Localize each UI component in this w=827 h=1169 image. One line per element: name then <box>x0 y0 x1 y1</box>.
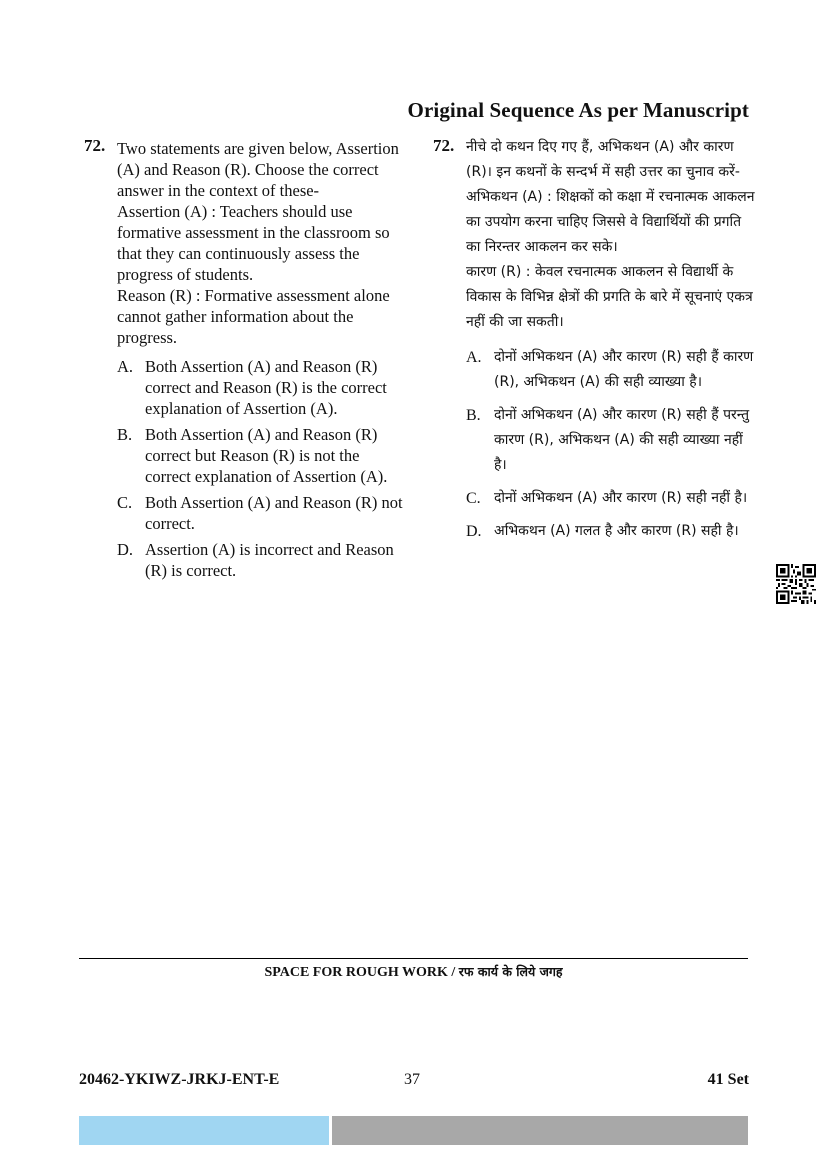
rough-work-divider <box>79 958 748 959</box>
footer-bar-right <box>332 1116 748 1145</box>
option-letter: C. <box>117 493 133 512</box>
question-hindi <box>466 135 758 552</box>
question-number-en: 72. <box>84 136 106 155</box>
option-text: दोनों अभिकथन (A) और कारण (R) सही हैं कारण (R), अभिकथन (A) की सही व्याख्या है। <box>494 349 754 390</box>
assertion-hi: अभिकथन (A) : शिक्षकों को कक्षा में रचनात्मक आकलन का उपयोग करना चाहिए जिससे वे विद्यार्थियों की प्रगति का निरन्तर आकलन कर सके। <box>466 189 755 255</box>
page-heading: Original Sequence As per Manuscript <box>407 98 749 122</box>
option-d-hi[interactable] <box>466 519 758 544</box>
option-text: Assertion (A) is incorrect and Reason (R) is correct. <box>145 540 394 580</box>
rough-work-label-en: SPACE FOR ROUGH WORK / <box>264 965 459 980</box>
rough-work-label-hi: रफ कार्य के लिये जगह <box>458 964 563 979</box>
option-letter: A. <box>117 357 134 376</box>
option-letter: D. <box>466 523 482 540</box>
footer-bar-left <box>79 1116 329 1145</box>
question-number-hi: 72. <box>433 136 455 155</box>
question-intro-en: Two statements are given below, Assertion (A) and Reason (R). Choose the correct answer in the context of these- <box>117 139 399 200</box>
option-c-hi[interactable] <box>466 486 758 511</box>
option-letter: A. <box>466 349 482 366</box>
option-letter: B. <box>117 425 133 444</box>
option-text: Both Assertion (A) and Reason (R) correct but Reason (R) is not the correct explanation of Assertion (A). <box>145 425 388 486</box>
option-letter: C. <box>466 490 481 507</box>
options-list-hi <box>466 345 758 544</box>
option-text: अभिकथन (A) गलत है और कारण (R) सही है। <box>494 523 739 539</box>
option-a-en[interactable] <box>117 356 407 419</box>
question-english <box>117 138 407 586</box>
option-b-en[interactable] <box>117 424 407 487</box>
option-text: Both Assertion (A) and Reason (R) correct and Reason (R) is the correct explanation of Assertion (A). <box>145 357 387 418</box>
option-letter: B. <box>466 407 481 424</box>
option-b-hi[interactable] <box>466 403 758 478</box>
option-a-hi[interactable] <box>466 345 758 395</box>
rough-work-label <box>79 963 748 981</box>
set-label: 41 Set <box>707 1071 749 1088</box>
reason-hi: कारण (R) : केवल रचनात्मक आकलन से विद्यार्थी के विकास के विभिन्न क्षेत्रों की प्रगति के बारे में सूचनाएं एकत्र नहीं की जा सकती। <box>466 264 753 330</box>
booklet-code: 20462-YKIWZ-JRKJ-ENT-E <box>79 1071 280 1088</box>
option-text: दोनों अभिकथन (A) और कारण (R) सही नहीं है। <box>494 490 748 506</box>
option-text: दोनों अभिकथन (A) और कारण (R) सही हैं परन्तु कारण (R), अभिकथन (A) की सही व्याख्या नहीं है। <box>494 407 750 473</box>
assertion-en: Assertion (A) : Teachers should use formative assessment in the classroom so that they can continuously assess the progress of students. <box>117 202 390 284</box>
option-letter: D. <box>117 540 134 559</box>
reason-en: Reason (R) : Formative assessment alone cannot gather information about the progress. <box>117 286 390 347</box>
qr-code-icon <box>776 564 816 604</box>
page-number: 37 <box>404 1071 420 1088</box>
option-d-en[interactable] <box>117 539 407 581</box>
question-intro-hi: नीचे दो कथन दिए गए हैं, अभिकथन (A) और कारण (R)। इन कथनों के सन्दर्भ में सही उत्तर का चुनाव करें- <box>466 139 740 180</box>
option-text: Both Assertion (A) and Reason (R) not correct. <box>145 493 403 533</box>
option-c-en[interactable] <box>117 492 407 534</box>
options-list-en <box>117 356 407 581</box>
